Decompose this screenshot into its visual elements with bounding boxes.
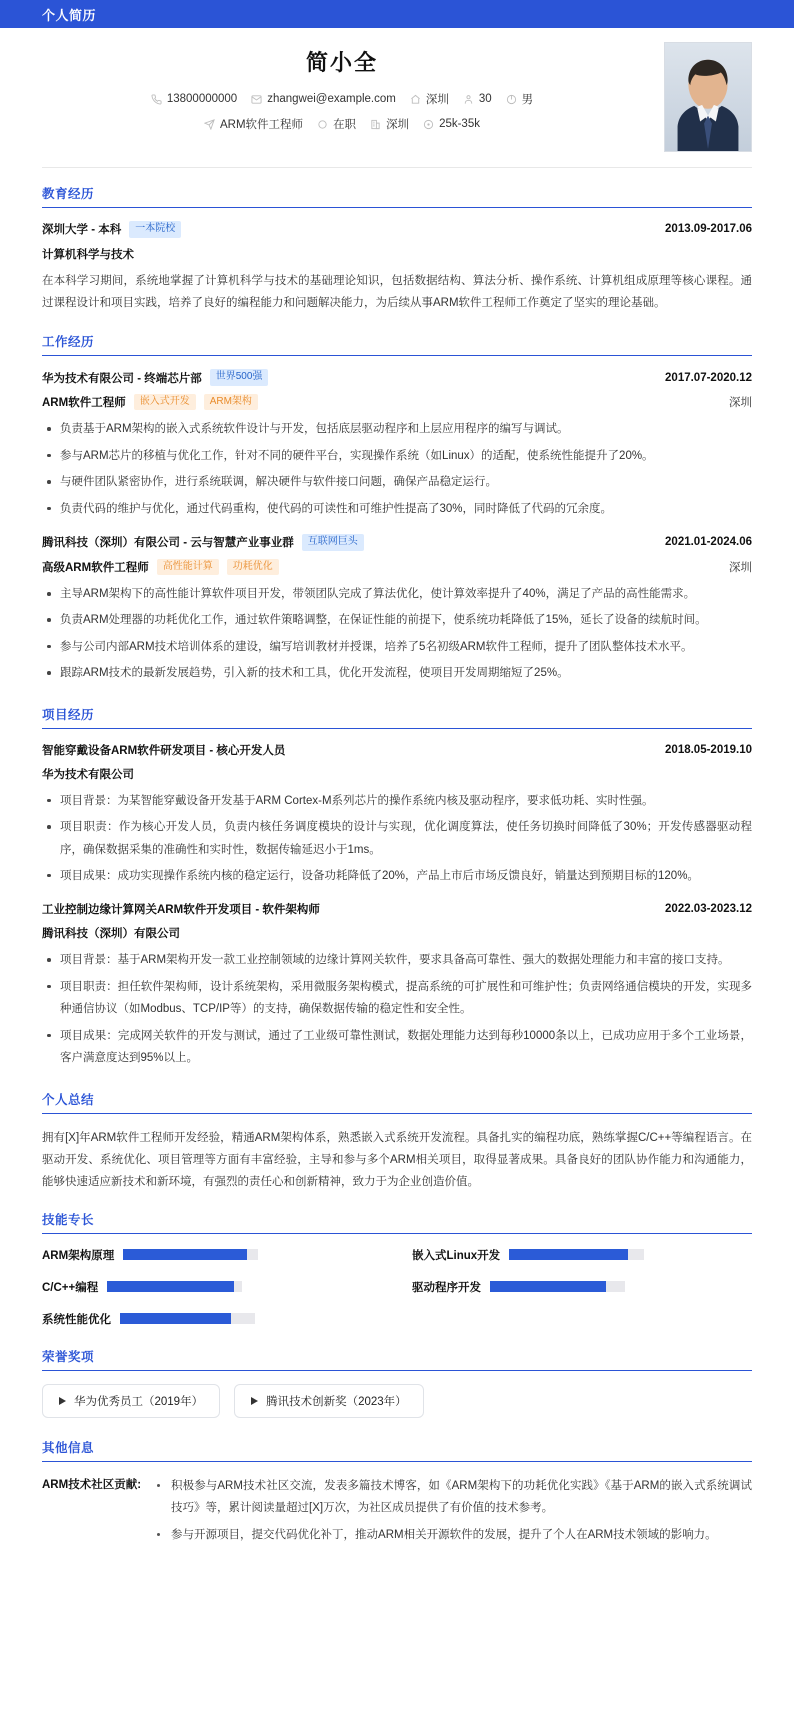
- award-chip[interactable]: [42, 1384, 220, 1418]
- awards-list: [42, 1384, 752, 1422]
- meta-job-title-text: ARM软件工程师: [220, 119, 304, 131]
- list-item: 参与公司内部ARM技术培训体系的建设，编写培训教材并授课，培养了5名初级ARM软件工程师，提升了团队整体技术水平。: [42, 636, 752, 658]
- salary-icon: [423, 119, 434, 130]
- status-icon: [317, 119, 328, 130]
- role-tag: 嵌入式开发: [134, 394, 196, 411]
- project-company: 华为技术有限公司: [42, 768, 134, 781]
- education-major: 计算机科学与技术: [42, 248, 134, 261]
- meta-age-text: 30: [478, 93, 492, 105]
- list-item: 跟踪ARM技术的最新发展趋势，引入新的技术和工具，优化开发流程，使项目开发周期缩短了25%。: [42, 662, 752, 684]
- meta-salary-text: 25k-35k: [439, 118, 480, 130]
- list-item: 负责基于ARM架构的嵌入式系统软件设计与开发，包括底层驱动程序和上层应用程序的编写与调试。: [42, 418, 752, 440]
- meta-job-title: [204, 116, 303, 132]
- section-title-summary: 个人总结: [42, 1090, 752, 1114]
- section-title-project: 项目经历: [42, 705, 752, 729]
- project-company: 腾讯科技（深圳）有限公司: [42, 928, 180, 941]
- meta-phone-text: 13800000000: [166, 93, 238, 105]
- list-item: 主导ARM架构下的高性能计算软件项目开发，带领团队完成了算法优化，使计算效率提升了40%，满足了产品的高性能需求。: [42, 583, 752, 605]
- section-other: [42, 1422, 752, 1570]
- skill-progress-fill: [107, 1281, 234, 1292]
- triangle-play-icon: [59, 1397, 66, 1405]
- work-entry: [42, 369, 752, 520]
- list-item: 项目职责：作为核心开发人员，负责内核任务调度模块的设计与实现，优化调度算法，使任务切换时间降低了30%；开发传感器驱动程序，确保数据采集的准确性和实时性，数据传输延迟小于1ms。: [42, 816, 752, 861]
- education-entry: [42, 221, 752, 314]
- summary-text: 拥有[X]年ARM软件工程师开发经验，精通ARM架构体系，熟悉嵌入式系统开发流程。具备扎实的编程功底，熟练掌握C/C++等编程语言。在驱动开发、系统优化、项目管理等方面有丰富经验，主导和参与多个ARM相关项目，取得显著成果。具备良好的团队协作能力和沟通能力，能够快速适应新技术和新环境，有强烈的责任心和创新精神，致力于为企业创造价值。: [42, 1131, 752, 1189]
- project-entry: [42, 901, 752, 1069]
- work-role-row: [42, 559, 752, 576]
- work-date: 2021.01-2024.06: [665, 536, 752, 549]
- other-info-label: ARM技术社区贡献:: [42, 1478, 142, 1491]
- project-entry-header: [42, 901, 752, 917]
- section-title-education: 教育经历: [42, 184, 752, 208]
- skill-label: 嵌入式Linux开发: [412, 1249, 501, 1262]
- section-title-awards: 荣誉奖项: [42, 1347, 752, 1371]
- other-bullets: [151, 1475, 752, 1546]
- list-item: 项目成果：成功实现操作系统内核的稳定运行，设备功耗降低了20%，产品上市后市场反馈良好，销量达到预期目标的120%。: [42, 865, 752, 887]
- section-title-other: 其他信息: [42, 1438, 752, 1462]
- skill-item: [42, 1247, 382, 1263]
- list-item: 项目背景：基于ARM架构开发一款工业控制领域的边缘计算网关软件，要求具备高可靠性、强大的数据处理能力和丰富的接口支持。: [42, 949, 752, 971]
- list-item: 项目职责：担任软件架构师，设计系统架构，采用微服务架构模式，提高系统的可扩展性和可维护性；负责网络通信模块的开发，实现多种通信协议（如Modbus、TCP/IP等）的支持，确保数据传输的稳定性和安全性。: [42, 976, 752, 1021]
- project-bullets: [42, 949, 752, 1069]
- company-tag: 世界500强: [210, 369, 269, 386]
- triangle-play-icon: [251, 1397, 258, 1405]
- meta-city-text: 深圳: [425, 94, 449, 106]
- profile-header: [42, 28, 752, 168]
- section-skills: [42, 1194, 752, 1331]
- window-title: 个人简历: [42, 7, 97, 23]
- skill-progress-track: [509, 1249, 644, 1260]
- school-name: 深圳大学 - 本科: [42, 224, 122, 237]
- skill-progress-fill: [123, 1249, 247, 1260]
- home-icon: [410, 94, 421, 105]
- education-entry-header: [42, 221, 752, 238]
- list-item: 负责代码的维护与优化，通过代码重构，使代码的可读性和可维护性提高了30%，同时降低了代码的冗余度。: [42, 498, 752, 520]
- role-tag: 功耗优化: [227, 559, 279, 576]
- meta-gender-text: 男: [521, 94, 534, 106]
- work-location: 深圳: [729, 561, 752, 574]
- role-tag: 高性能计算: [157, 559, 219, 576]
- skill-label: 驱动程序开发: [412, 1281, 481, 1294]
- gender-icon: [506, 94, 517, 105]
- meta-gender: [506, 91, 534, 107]
- skill-progress-track: [490, 1281, 625, 1292]
- other-info-body: [151, 1475, 752, 1550]
- candidate-name: 简小全: [305, 50, 378, 75]
- role-tag: ARM架构: [204, 394, 258, 411]
- phone-icon: [151, 94, 162, 105]
- list-item: 项目成果：完成网关软件的开发与测试，通过了工业级可靠性测试，数据处理能力达到每秒10000条以上，已成功应用于多个工业场景，客户满意度达到95%以上。: [42, 1025, 752, 1070]
- section-awards: [42, 1331, 752, 1422]
- work-date: 2017.07-2020.12: [665, 371, 752, 384]
- work-role: 高级ARM软件工程师: [42, 561, 149, 574]
- window-title-bar: [0, 0, 794, 28]
- meta-work-status: [317, 116, 356, 132]
- work-role: ARM软件工程师: [42, 397, 126, 410]
- meta-work-status-text: 在职: [333, 119, 357, 131]
- person-icon: [463, 94, 474, 105]
- school-tag: 一本院校: [129, 221, 181, 238]
- skill-progress-track: [107, 1281, 242, 1292]
- project-date: 2018.05-2019.10: [665, 743, 752, 756]
- list-item: 参与开源项目，提交代码优化补丁，推动ARM相关开源软件的发展，提升了个人在ARM技术领域的影响力。: [151, 1524, 752, 1546]
- meta-email-text: zhangwei@example.com: [267, 93, 396, 105]
- send-icon: [204, 119, 215, 130]
- other-info-row: [42, 1475, 752, 1570]
- work-entry-header: [42, 369, 752, 386]
- skill-progress-track: [120, 1313, 255, 1324]
- meta-phone: [151, 93, 237, 105]
- meta-email: [251, 93, 396, 105]
- resume-page: [0, 28, 794, 1570]
- meta-city: [410, 91, 449, 107]
- skill-progress-fill: [120, 1313, 231, 1324]
- skill-progress-fill: [509, 1249, 628, 1260]
- skill-item: [412, 1279, 752, 1295]
- project-date: 2022.03-2023.12: [665, 903, 752, 916]
- list-item: 项目背景：为某智能穿戴设备开发基于ARM Cortex-M系列芯片的操作系统内核及驱动程序，要求低功耗、实时性强。: [42, 790, 752, 812]
- meta-age: [463, 93, 492, 105]
- work-role-row: [42, 394, 752, 411]
- project-bullets: [42, 790, 752, 888]
- project-name: 工业控制边缘计算网关ARM软件开发项目 - 软件架构师: [42, 904, 320, 917]
- building-icon: [370, 119, 381, 130]
- award-chip[interactable]: [234, 1384, 424, 1418]
- skill-item: [42, 1279, 382, 1295]
- company-tag: 互联网巨头: [302, 534, 364, 551]
- project-name: 智能穿戴设备ARM软件研发项目 - 核心开发人员: [42, 744, 286, 757]
- list-item: 与硬件团队紧密协作，进行系统联调，解决硬件与软件接口问题，确保产品稳定运行。: [42, 471, 752, 493]
- skill-item: [412, 1247, 752, 1263]
- skill-item: [42, 1311, 382, 1327]
- work-bullets: [42, 418, 752, 520]
- skill-progress-track: [123, 1249, 258, 1260]
- list-item: 负责ARM处理器的功耗优化工作，通过软件策略调整，在保证性能的前提下，使系统功耗降低了15%，延长了设备的续航时间。: [42, 609, 752, 631]
- skill-label: 系统性能优化: [42, 1313, 111, 1326]
- project-entry-header: [42, 742, 752, 758]
- skills-grid: [42, 1247, 752, 1331]
- section-project: [42, 689, 752, 1070]
- award-label: 华为优秀员工（2019年）: [74, 1395, 204, 1408]
- company-name: 华为技术有限公司 - 终端芯片部: [42, 372, 202, 385]
- list-item: 积极参与ARM技术社区交流，发表多篇技术博客，如《ARM架构下的功耗优化实践》《基于ARM的嵌入式系统调试技巧》等，累计阅读量超过[X]万次，为社区成员提供了有价值的技术参考。: [151, 1475, 752, 1520]
- project-entry: [42, 742, 752, 888]
- mail-icon: [251, 94, 262, 105]
- work-entry: [42, 534, 752, 685]
- skill-label: ARM架构原理: [42, 1249, 115, 1262]
- award-label: 腾讯技术创新奖（2023年）: [266, 1395, 407, 1408]
- skill-label: C/C++编程: [42, 1281, 99, 1294]
- meta-work-city: [370, 116, 409, 132]
- work-entry-header: [42, 534, 752, 551]
- work-location: 深圳: [729, 397, 752, 410]
- company-name: 腾讯科技（深圳）有限公司 - 云与智慧产业事业群: [42, 537, 294, 550]
- contact-meta-line-2: [42, 116, 752, 132]
- meta-work-city-text: 深圳: [386, 119, 410, 131]
- education-date: 2013.09-2017.06: [665, 223, 752, 236]
- contact-meta-line-1: [42, 91, 752, 107]
- section-work: [42, 316, 752, 684]
- list-item: 参与ARM芯片的移植与优化工作，针对不同的硬件平台，实现操作系统（如Linux）的适配，使系统性能提升了20%。: [42, 445, 752, 467]
- section-title-work: 工作经历: [42, 332, 752, 356]
- meta-salary: [423, 118, 480, 130]
- section-summary: [42, 1074, 752, 1194]
- section-education: [42, 168, 752, 314]
- education-description: 在本科学习期间，系统地掌握了计算机科学与技术的基础理论知识，包括数据结构、算法分析、操作系统、计算机组成原理等核心课程。通过课程设计和项目实践，培养了良好的编程能力和问题解决能力，为后续从事ARM软件工程师工作奠定了坚实的理论基础。: [42, 274, 752, 309]
- avatar: [664, 42, 752, 152]
- skill-progress-fill: [490, 1281, 606, 1292]
- section-title-skills: 技能专长: [42, 1210, 752, 1234]
- work-bullets: [42, 583, 752, 685]
